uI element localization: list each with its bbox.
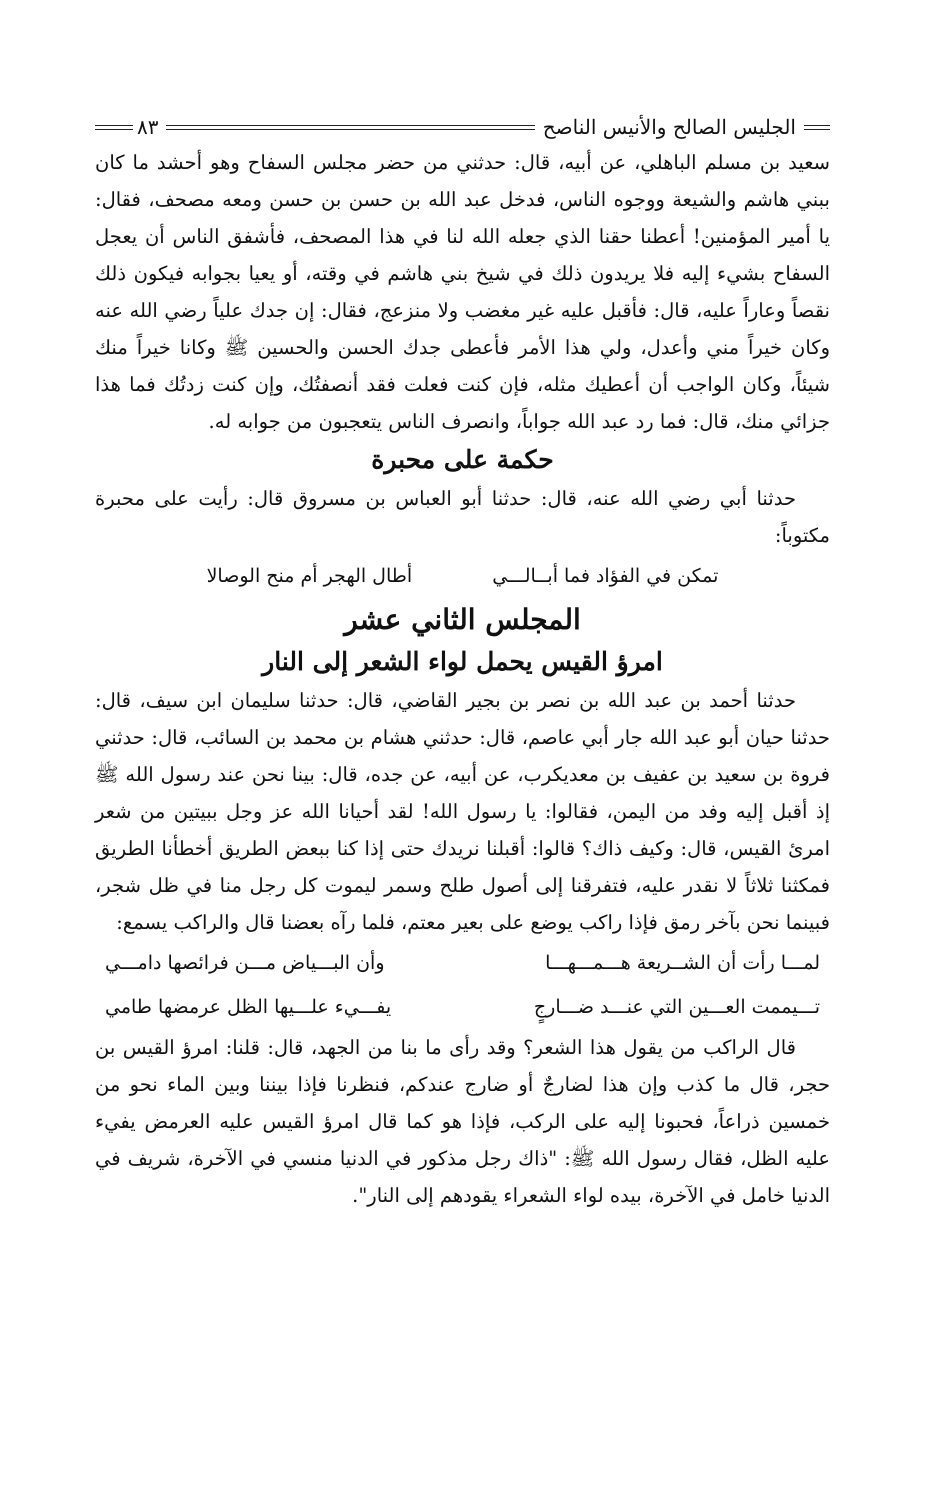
verse-inkwell	[95, 554, 830, 598]
page-number: ٨٣	[137, 115, 159, 139]
header-rule-end	[95, 125, 133, 130]
verse-line-1	[95, 941, 830, 985]
paragraph-hadith-narration: حدثنا أحمد بن عبد الله بن نصر بن بجير القاضي، قال: حدثنا سليمان ابن سيف، قال: حدثنا حيان أبو عبد الله جار أبي عاصم، قال: حدثني هشام بن محمد بن السائب، قال: حدثني فروة بن سعيد بن عفيف بن معديكرب، عن أبيه، عن جده، قال: بينا نحن عند رسول الله ﷺ إذ أقبل إليه وفد من اليمن، فقالوا: يا رسول الله! لقد أحيانا الله عز وجل ببيتين من شعر امرئ القيس، قال: وكيف ذاك؟ قالوا: أقبلنا نريدك حتى إذا كنا ببعض الطريق أخطأنا الطريق فمكثنا ثلاثاً لا نقدر عليه، فتفرقنا إلى أصول طلح وسمر ليموت كل رجل منا في ظل شجر، فبينما نحن بآخر رمق فإذا راكب يوضع على بعير معتم، فلما رآه بعضنا قال والراكب يسمع:	[95, 689, 830, 934]
paragraph-inkwell: حدثنا أبي رضي الله عنه، قال: حدثنا أبو العباس بن مسروق قال: رأيت على محبرة مكتوباً:	[95, 487, 830, 547]
header-rule-start	[804, 125, 830, 130]
verse-hemistich-second: أطال الهجر أم منح الوصالا	[206, 565, 413, 587]
running-header	[95, 110, 830, 144]
section-heading-imru-alqais: امرؤ القيس يحمل لواء الشعر إلى النار	[262, 647, 663, 676]
verse-hemistich-first: تمكن في الفؤاد فما أبــالـــي	[492, 565, 719, 587]
verse-hemistich-second: وأن البـــياض مـــن فرائصها دامـــي	[105, 952, 385, 974]
verse-hemistich-second: يفـــيء علـــيها الظل عرمضها طامي	[105, 996, 392, 1018]
verse-hemistich-first: لمـــا رأت أن الشــريعة هـــمـــهـــا	[545, 952, 820, 974]
majlis-heading: المجلس الثاني عشر	[344, 603, 581, 636]
book-page	[95, 110, 830, 1214]
section-heading-inkwell: حكمة على محبرة	[371, 445, 554, 474]
verse-line-2	[95, 985, 830, 1029]
book-title: الجليس الصالح والأنيس الناصح	[542, 115, 796, 139]
paragraph-saffah-story: سعيد بن مسلم الباهلي، عن أبيه، قال: حدثني من حضر مجلس السفاح وهو أحشد ما كان ببني هاشم والشيعة ووجوه الناس، فدخل عبد الله بن حسن بن حسن ومعه مصحف، فقال: يا أمير المؤمنين! أعطنا حقنا الذي جعله الله لنا في هذا المصحف، فأشفق الناس أن يعجل السفاح بشيء إليه فلا يريدون ذلك في شيخ بني هاشم في وقته، أو يعيا بجوابه فيكون ذلك نقصاً وعاراً عليه، قال: فأقبل عليه غير مغضب ولا منزعج، فقال: إن جدك علياً رضي الله عنه وكان خيراً مني وأعدل، ولي هذا الأمر فأعطى جدك الحسن والحسين ﷺ وكانا خيراً منك شيئاً، وكان الواجب أن أعطيك مثله، فإن كنت فعلت فقد أنصفتُك، وإن كنت زدتُك فما هذا جزائي منك، قال: فما رد عبد الله جواباً، وانصرف الناس يتعجبون من جوابه له.	[95, 151, 830, 433]
paragraph-hadith-conclusion: قال الراكب من يقول هذا الشعر؟ وقد رأى ما بنا من الجهد، قال: قلنا: امرؤ القيس بن حجر، قال ما كذب وإن هذا لضارجٌ أو ضارج عندكم، فنظرنا فإذا بيننا وبين الماء نحو من خمسين ذراعاً، فحبونا إليه على الركب، فإذا هو كما قال امرؤ القيس عليه العرمض يفيء عليه الظل، فقال رسول الله ﷺ: "ذاك رجل مذكور في الدنيا منسي في الآخرة، شريف في الدنيا خامل في الآخرة، بيده لواء الشعراء يقودهم إلى النار".	[95, 1036, 830, 1207]
header-rule	[166, 125, 534, 130]
verse-hemistich-first: تـــيممت العـــين التي عنـــد ضـــارجٍ	[533, 996, 820, 1018]
